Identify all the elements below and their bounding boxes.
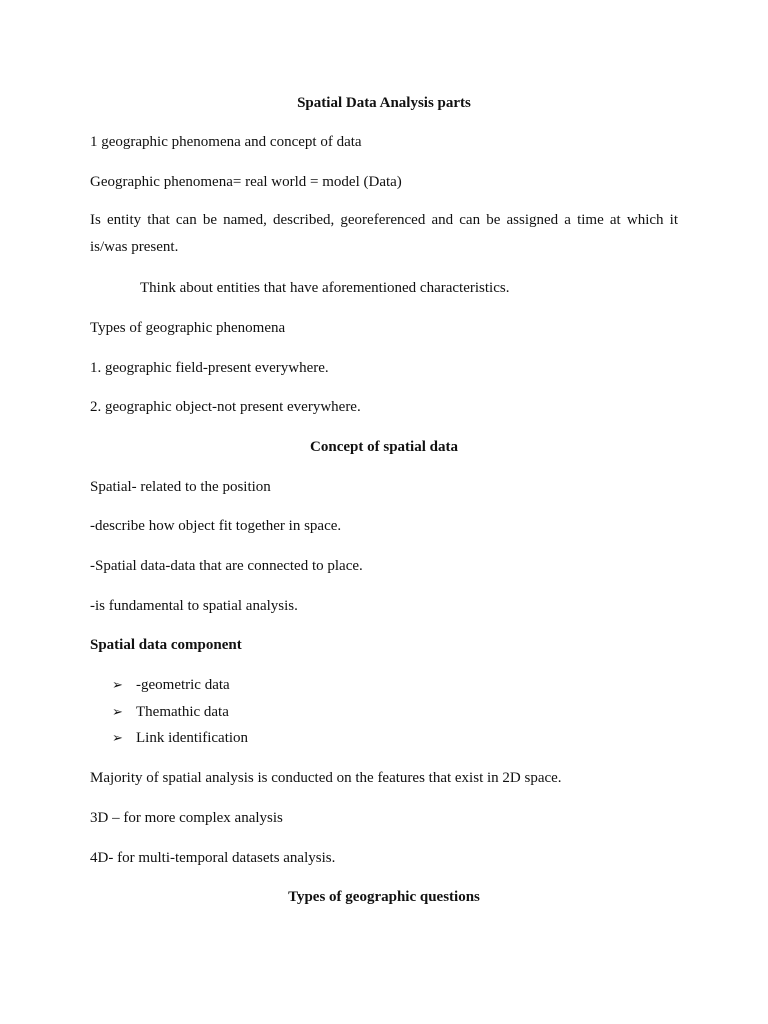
paragraph: 4D- for multi-temporal datasets analysis. bbox=[90, 850, 336, 866]
paragraph: 3D – for more complex analysis bbox=[90, 810, 283, 826]
paragraph: Spatial- related to the position bbox=[90, 479, 271, 495]
subsection-heading: Spatial data component bbox=[90, 637, 242, 653]
paragraph: -describe how object fit together in space. bbox=[90, 518, 342, 534]
paragraph: Geographic phenomena= real world = model (Data) bbox=[90, 174, 402, 190]
bullet-item bbox=[112, 728, 248, 749]
bullet-text: Link identification bbox=[136, 730, 249, 746]
section-heading: Types of geographic questions bbox=[288, 889, 480, 905]
bullet-text: Themathic data bbox=[136, 704, 229, 720]
paragraph: Majority of spatial analysis is conducted on the features that exist in 2D space. bbox=[90, 770, 562, 786]
list-item: 2. geographic object-not present everywhere. bbox=[90, 399, 361, 415]
document-title: Spatial Data Analysis parts bbox=[297, 95, 471, 111]
arrow-bullet-icon: ➢ bbox=[112, 731, 123, 746]
arrow-bullet-icon: ➢ bbox=[112, 705, 123, 720]
bullet-item bbox=[112, 702, 229, 723]
paragraph: Types of geographic phenomena bbox=[90, 320, 286, 336]
paragraph: 1 geographic phenomena and concept of data bbox=[90, 134, 362, 150]
bullet-text: -geometric data bbox=[136, 677, 230, 693]
indented-paragraph: Think about entities that have aforementioned characteristics. bbox=[140, 280, 510, 296]
section-heading: Concept of spatial data bbox=[310, 439, 458, 455]
bullet-item bbox=[112, 675, 230, 696]
list-item: 1. geographic field-present everywhere. bbox=[90, 360, 329, 376]
paragraph: -is fundamental to spatial analysis. bbox=[90, 598, 298, 614]
arrow-bullet-icon: ➢ bbox=[112, 678, 123, 693]
paragraph: Is entity that can be named, described, georeferenced and can be assigned a time at which it is/was present. bbox=[90, 212, 678, 255]
paragraph: -Spatial data-data that are connected to place. bbox=[90, 558, 363, 574]
